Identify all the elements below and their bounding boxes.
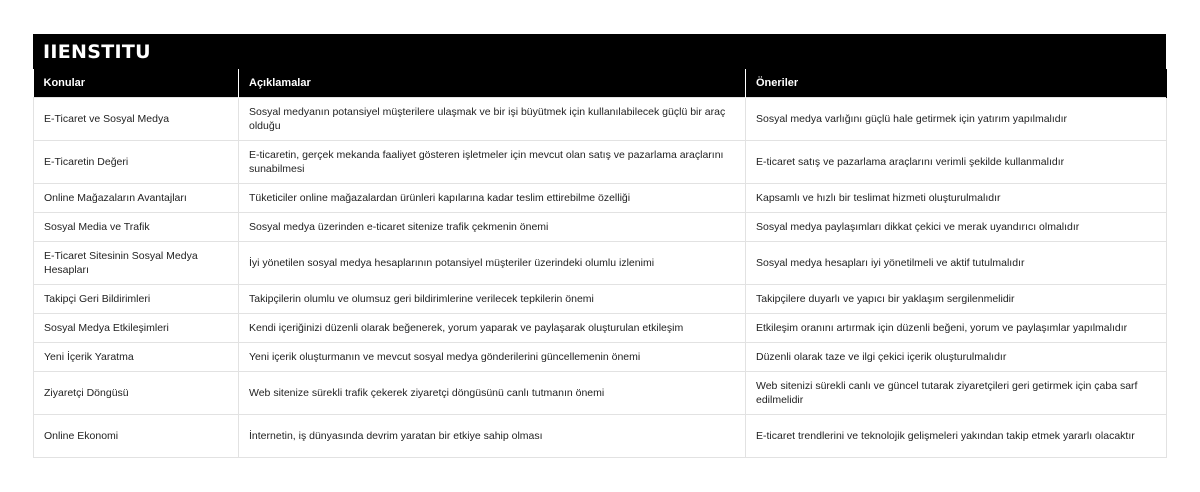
content-table-container: [33, 34, 1166, 458]
table-row: [34, 284, 1167, 313]
cell-aciklama: İnternetin, iş dünyasında devrim yaratan bir etkiye sahip olması: [239, 414, 746, 457]
table-row: [34, 342, 1167, 371]
cell-aciklama: Tüketiciler online mağazalardan ürünleri kapılarına kadar teslim ettirebilme özelliği: [239, 183, 746, 212]
table-row: [34, 212, 1167, 241]
cell-oneri: Sosyal medya hesapları iyi yönetilmeli ve aktif tutulmalıdır: [746, 241, 1167, 284]
topics-table: [33, 69, 1167, 458]
cell-aciklama: Kendi içeriğinizi düzenli olarak beğenerek, yorum yaparak ve paylaşarak oluşturulan etkileşim: [239, 313, 746, 342]
cell-oneri: Takipçilere duyarlı ve yapıcı bir yaklaşım sergilenmelidir: [746, 284, 1167, 313]
cell-aciklama: E-ticaretin, gerçek mekanda faaliyet gösteren işletmeler için mevcut olan satış ve pazarlama araçlarını sunabilmesi: [239, 140, 746, 183]
cell-aciklama: Yeni içerik oluşturmanın ve mevcut sosyal medya gönderilerini güncellemenin önemi: [239, 342, 746, 371]
cell-konu: Sosyal Media ve Trafik: [34, 212, 239, 241]
cell-konu: Ziyaretçi Döngüsü: [34, 371, 239, 414]
cell-konu: E-Ticaretin Değeri: [34, 140, 239, 183]
cell-oneri: Düzenli olarak taze ve ilgi çekici içerik oluşturulmalıdır: [746, 342, 1167, 371]
table-row: [34, 371, 1167, 414]
cell-oneri: E-ticaret satış ve pazarlama araçlarını verimli şekilde kullanmalıdır: [746, 140, 1167, 183]
column-header-konular: Konular: [34, 69, 239, 97]
cell-konu: Takipçi Geri Bildirimleri: [34, 284, 239, 313]
cell-aciklama: Web sitenize sürekli trafik çekerek ziyaretçi döngüsünü canlı tutmanın önemi: [239, 371, 746, 414]
cell-konu: E-Ticaret ve Sosyal Medya: [34, 97, 239, 140]
table-row: [34, 241, 1167, 284]
table-row: [34, 97, 1167, 140]
table-row: [34, 183, 1167, 212]
table-row: [34, 140, 1167, 183]
cell-aciklama: Sosyal medyanın potansiyel müşterilere ulaşmak ve bir işi büyütmek için kullanılabilecek güçlü bir araç olduğu: [239, 97, 746, 140]
column-header-oneriler: Öneriler: [746, 69, 1167, 97]
cell-oneri: Web sitenizi sürekli canlı ve güncel tutarak ziyaretçileri geri getirmek için çaba sarf edilmelidir: [746, 371, 1167, 414]
table-row: [34, 414, 1167, 457]
cell-oneri: Sosyal medya varlığını güçlü hale getirmek için yatırım yapılmalıdır: [746, 97, 1167, 140]
cell-konu: Yeni İçerik Yaratma: [34, 342, 239, 371]
cell-aciklama: Takipçilerin olumlu ve olumsuz geri bildirimlerine verilecek tepkilerin önemi: [239, 284, 746, 313]
cell-konu: Online Mağazaların Avantajları: [34, 183, 239, 212]
cell-aciklama: İyi yönetilen sosyal medya hesaplarının potansiyel müşteriler üzerindeki olumlu izlenimi: [239, 241, 746, 284]
cell-aciklama: Sosyal medya üzerinden e-ticaret sitenize trafik çekmenin önemi: [239, 212, 746, 241]
cell-konu: Sosyal Medya Etkileşimleri: [34, 313, 239, 342]
cell-oneri: Etkileşim oranını artırmak için düzenli beğeni, yorum ve paylaşımlar yapılmalıdır: [746, 313, 1167, 342]
cell-oneri: Kapsamlı ve hızlı bir teslimat hizmeti oluşturulmalıdır: [746, 183, 1167, 212]
brand-header: [33, 34, 1166, 69]
cell-oneri: E-ticaret trendlerini ve teknolojik gelişmeleri yakından takip etmek yararlı olacaktır: [746, 414, 1167, 457]
table-row: [34, 313, 1167, 342]
cell-konu: Online Ekonomi: [34, 414, 239, 457]
brand-logo-text: IIENSTITU: [43, 40, 151, 63]
column-header-aciklamalar: Açıklamalar: [239, 69, 746, 97]
cell-oneri: Sosyal medya paylaşımları dikkat çekici ve merak uyandırıcı olmalıdır: [746, 212, 1167, 241]
cell-konu: E-Ticaret Sitesinin Sosyal Medya Hesapları: [34, 241, 239, 284]
table-header-row: [34, 69, 1167, 97]
